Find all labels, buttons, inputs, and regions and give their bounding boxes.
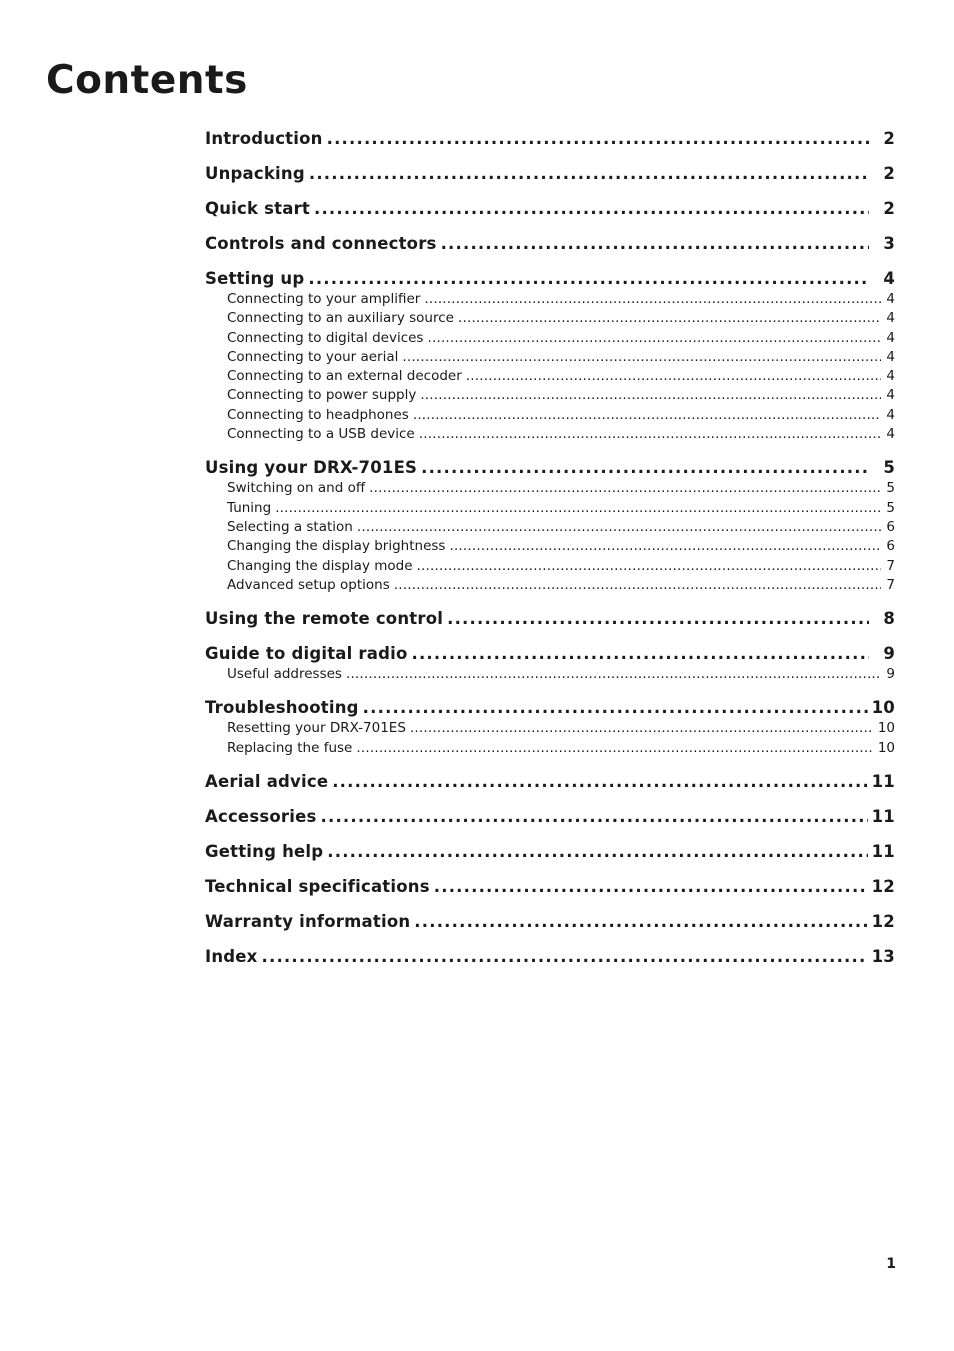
toc-entry[interactable] bbox=[205, 457, 895, 479]
toc-entry-title: Using the remote control bbox=[205, 609, 444, 629]
toc-subentry-page: 4 bbox=[886, 387, 895, 404]
toc-subentry-title: Useful addresses bbox=[227, 666, 342, 683]
toc-entry-page: 2 bbox=[883, 164, 895, 183]
toc-subentry[interactable] bbox=[227, 518, 895, 537]
dot-leader bbox=[412, 643, 870, 665]
toc-entry[interactable] bbox=[205, 233, 895, 255]
toc-entry-page: 9 bbox=[883, 644, 895, 664]
toc-subentry-title: Connecting to power supply bbox=[227, 387, 417, 404]
toc-entry-page: 5 bbox=[883, 458, 895, 478]
dot-leader bbox=[369, 479, 881, 498]
page-title: Contents bbox=[46, 58, 248, 103]
toc-entry[interactable] bbox=[205, 697, 895, 719]
toc-subentry-title: Connecting to digital devices bbox=[227, 329, 424, 346]
toc-subentry-page: 4 bbox=[886, 368, 895, 385]
toc-entry-title: Using your DRX-701ES bbox=[205, 458, 418, 478]
toc-entry-page: 8 bbox=[883, 609, 895, 629]
dot-leader bbox=[262, 946, 868, 968]
dot-leader bbox=[413, 406, 881, 425]
toc-subentry-title: Replacing the fuse bbox=[227, 739, 353, 756]
toc-entry-title: Aerial advice bbox=[205, 772, 329, 792]
dot-leader bbox=[449, 537, 881, 556]
toc-subentry-title: Advanced setup options bbox=[227, 576, 390, 593]
dot-leader bbox=[424, 290, 881, 309]
toc-subentry-page: 6 bbox=[886, 538, 895, 555]
toc-entry-page: 4 bbox=[883, 269, 895, 288]
toc-section bbox=[205, 233, 895, 255]
toc-entry-page: 11 bbox=[871, 772, 895, 792]
toc-subentry[interactable] bbox=[227, 425, 895, 444]
toc-entry-page: 11 bbox=[871, 842, 895, 862]
toc-section bbox=[205, 198, 895, 220]
toc-entry-page: 3 bbox=[883, 234, 895, 253]
dot-leader bbox=[308, 268, 869, 290]
dot-leader bbox=[327, 128, 869, 150]
toc-subentry[interactable] bbox=[227, 576, 895, 595]
toc-subentry-title: Changing the display brightness bbox=[227, 538, 446, 555]
toc-entry-page: 11 bbox=[871, 807, 895, 827]
toc-entry[interactable] bbox=[205, 608, 895, 630]
dot-leader bbox=[402, 348, 881, 367]
toc-subentry[interactable] bbox=[227, 479, 895, 498]
toc-entry[interactable] bbox=[205, 771, 895, 793]
dot-leader bbox=[414, 911, 867, 933]
toc-entry-title: Troubleshooting bbox=[205, 698, 359, 718]
dot-leader bbox=[321, 806, 868, 828]
toc-subentry-page: 7 bbox=[886, 576, 895, 593]
dot-leader bbox=[346, 665, 881, 684]
toc-subentry-page: 4 bbox=[886, 406, 895, 423]
toc-section bbox=[205, 697, 895, 758]
toc-entry[interactable] bbox=[205, 163, 895, 185]
toc-subentry-page: 4 bbox=[886, 329, 895, 346]
toc-subentry-title: Connecting to headphones bbox=[227, 406, 409, 423]
toc-subentry-title: Changing the display mode bbox=[227, 557, 413, 574]
toc-section bbox=[205, 163, 895, 185]
toc-entry-title: Unpacking bbox=[205, 164, 305, 183]
toc-subentry[interactable] bbox=[227, 537, 895, 556]
dot-leader bbox=[420, 386, 881, 405]
toc-subentry-title: Selecting a station bbox=[227, 518, 353, 535]
dot-leader bbox=[410, 719, 874, 738]
dot-leader bbox=[458, 309, 881, 328]
dot-leader bbox=[356, 739, 873, 758]
dot-leader bbox=[434, 876, 868, 898]
toc-subentry-title: Switching on and off bbox=[227, 480, 366, 497]
toc-section bbox=[205, 457, 895, 595]
table-of-contents bbox=[205, 128, 895, 981]
toc-subentry-title: Connecting to an external decoder bbox=[227, 368, 462, 385]
toc-subentry[interactable] bbox=[227, 665, 895, 684]
toc-section bbox=[205, 911, 895, 933]
toc-entry-page: 13 bbox=[871, 947, 895, 967]
dot-leader bbox=[363, 697, 868, 719]
toc-section bbox=[205, 268, 895, 444]
toc-section bbox=[205, 841, 895, 863]
toc-entry-title: Introduction bbox=[205, 129, 323, 148]
dot-leader bbox=[327, 841, 867, 863]
toc-subentry[interactable] bbox=[227, 386, 895, 405]
toc-subentry[interactable] bbox=[227, 406, 895, 425]
toc-entry[interactable] bbox=[205, 128, 895, 150]
toc-entry-title: Getting help bbox=[205, 842, 324, 862]
toc-subentry-title: Connecting to an auxiliary source bbox=[227, 310, 454, 327]
toc-subentry-page: 5 bbox=[886, 480, 895, 497]
toc-subentry-page: 10 bbox=[877, 720, 895, 737]
toc-entry[interactable] bbox=[205, 268, 895, 290]
toc-entry-page: 2 bbox=[883, 199, 895, 218]
toc-subentry-title: Resetting your DRX-701ES bbox=[227, 720, 406, 737]
toc-entry-title: Accessories bbox=[205, 807, 317, 827]
dot-leader bbox=[275, 499, 881, 518]
toc-entry-title: Quick start bbox=[205, 199, 310, 218]
dot-leader bbox=[309, 163, 869, 185]
toc-subentry-title: Connecting to a USB device bbox=[227, 426, 415, 443]
toc-section bbox=[205, 946, 895, 968]
dot-leader bbox=[394, 576, 881, 595]
toc-subentry[interactable] bbox=[227, 290, 895, 309]
toc-entry-title: Warranty information bbox=[205, 912, 411, 932]
toc-subentry[interactable] bbox=[227, 329, 895, 348]
toc-subentry-page: 6 bbox=[886, 518, 895, 535]
toc-subentry-page: 9 bbox=[886, 666, 895, 683]
toc-entry[interactable] bbox=[205, 876, 895, 898]
toc-subentry-page: 4 bbox=[886, 348, 895, 365]
dot-leader bbox=[419, 425, 881, 444]
toc-subentry-title: Connecting to your amplifier bbox=[227, 291, 421, 307]
toc-entry-page: 12 bbox=[871, 912, 895, 932]
toc-entry-title: Controls and connectors bbox=[205, 234, 437, 253]
toc-entry-page: 2 bbox=[883, 129, 895, 148]
toc-entry-title: Guide to digital radio bbox=[205, 644, 408, 664]
toc-subentry[interactable] bbox=[227, 719, 895, 738]
toc-subentry-page: 4 bbox=[886, 426, 895, 443]
page-number: 1 bbox=[886, 1256, 896, 1272]
toc-section bbox=[205, 128, 895, 150]
dot-leader bbox=[332, 771, 867, 793]
dot-leader bbox=[421, 457, 869, 479]
dot-leader bbox=[441, 233, 869, 255]
dot-leader bbox=[417, 557, 881, 576]
toc-section bbox=[205, 771, 895, 793]
toc-subentry-page: 4 bbox=[886, 310, 895, 327]
toc-subentry[interactable] bbox=[227, 309, 895, 328]
toc-subentry-page: 5 bbox=[886, 499, 895, 516]
toc-entry[interactable] bbox=[205, 841, 895, 863]
toc-subentry[interactable] bbox=[227, 739, 895, 758]
toc-entry-title: Technical specifications bbox=[205, 877, 430, 897]
toc-section bbox=[205, 806, 895, 828]
dot-leader bbox=[314, 198, 869, 220]
toc-subentry[interactable] bbox=[227, 348, 895, 367]
toc-subentry[interactable] bbox=[227, 367, 895, 386]
toc-entry-title: Index bbox=[205, 947, 258, 967]
dot-leader bbox=[427, 329, 881, 348]
toc-subentry-page: 7 bbox=[886, 557, 895, 574]
toc-section bbox=[205, 876, 895, 898]
toc-entry[interactable] bbox=[205, 806, 895, 828]
toc-subentry-page: 4 bbox=[886, 291, 895, 307]
toc-section bbox=[205, 643, 895, 684]
toc-entry-page: 12 bbox=[871, 877, 895, 897]
toc-entry[interactable] bbox=[205, 946, 895, 968]
dot-leader bbox=[466, 367, 881, 386]
toc-subentry[interactable] bbox=[227, 557, 895, 576]
toc-subentry-title: Connecting to your aerial bbox=[227, 348, 399, 365]
toc-entry[interactable] bbox=[205, 198, 895, 220]
toc-entry-title: Setting up bbox=[205, 269, 305, 288]
toc-entry[interactable] bbox=[205, 643, 895, 665]
dot-leader bbox=[447, 608, 869, 630]
toc-subentry[interactable] bbox=[227, 499, 895, 518]
dot-leader bbox=[357, 518, 881, 537]
toc-subentry-title: Tuning bbox=[227, 499, 272, 516]
toc-section bbox=[205, 608, 895, 630]
toc-subentry-page: 10 bbox=[877, 739, 895, 756]
toc-entry[interactable] bbox=[205, 911, 895, 933]
toc-entry-page: 10 bbox=[871, 698, 895, 718]
